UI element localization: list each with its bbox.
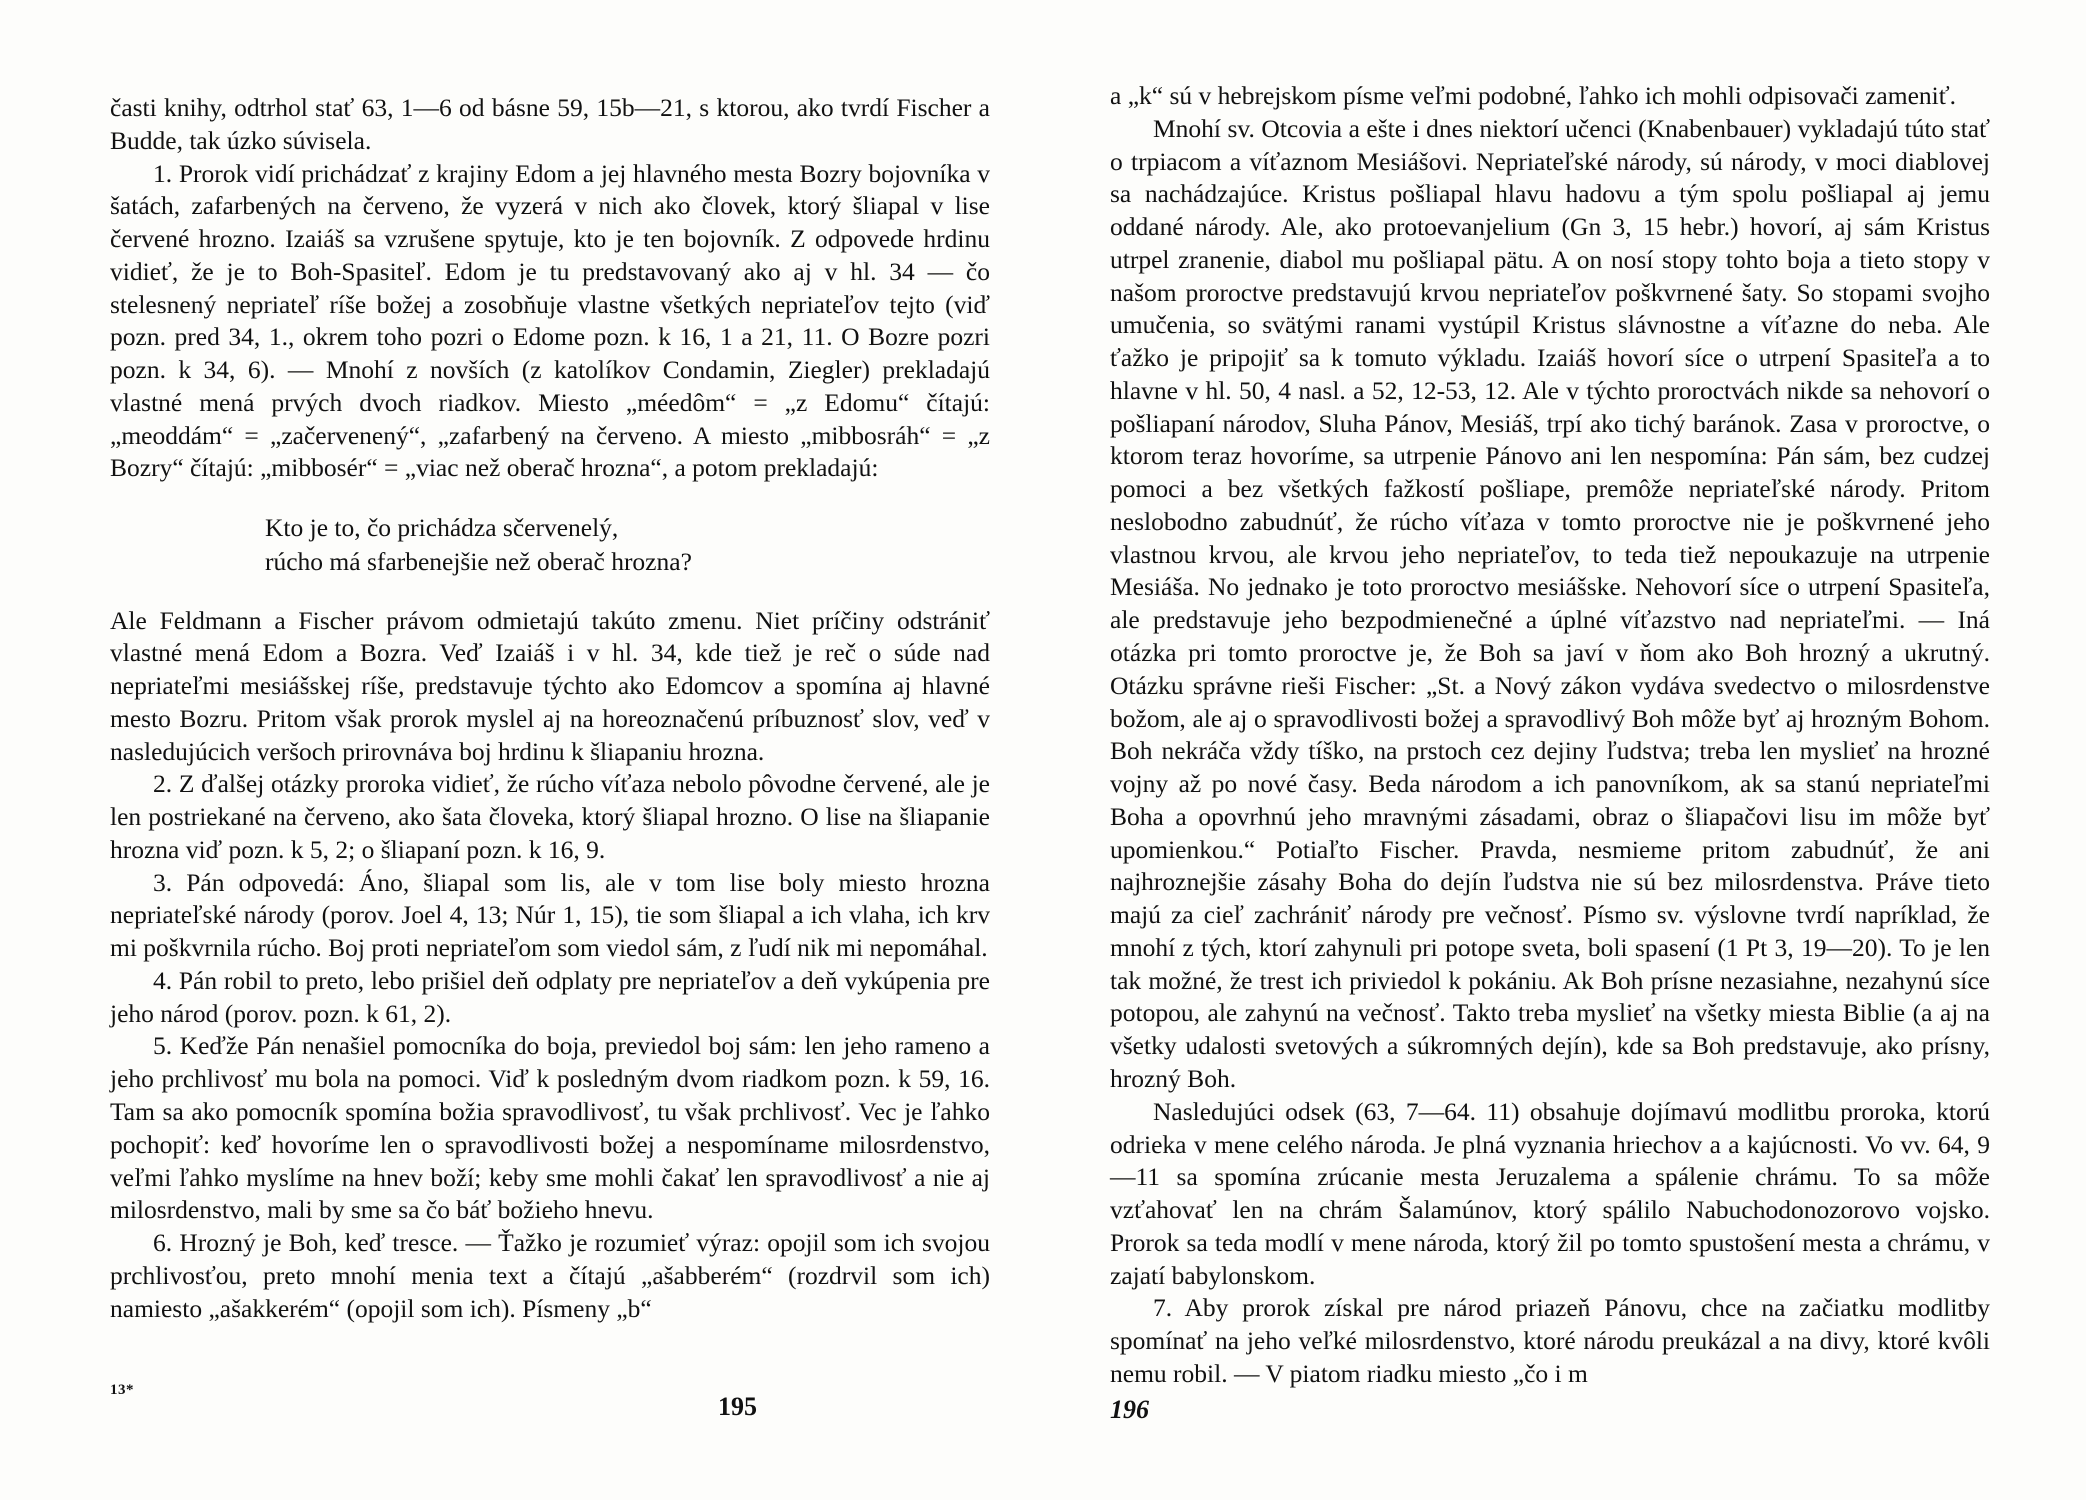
paragraph: 3. Pán odpovedá: Áno, šliapal som lis, ale v tom lise boly miesto hrozna nepriateľské národy (porov. Joel 4, 13; Núr 1, 15), tie som šliapal a ich vlaha, ich krv mi poškvrnila rúcho. Boj proti nepriateľom som viedol sám, z ľudí nik mi nepomáhal. xyxy=(110,867,990,963)
paragraph: 7. Aby prorok získal pre národ priazeň Pánovu, chce na začiatku modlitby spomínať na jeho veľké milosrdenstvo, ktoré národu preukázal a na divy, ktoré kvôli nemu robil. — V piatom riadku miesto „čo i m xyxy=(1110,1293,1990,1388)
paragraph: 1. Prorok vidí prichádzať z krajiny Edom a jej hlavného mesta Bozry bojovníka v šatách, zafarbených na červeno, že vyzerá v nich ako človek, ktorý šliapal v lise červené hrozno. Izaiáš sa vzrušene spytuje, kto je ten bojovník. Z odpovede hrdinu vidieť, že je to Boh-Spasiteľ. Edom je tu predstavovaný ako aj v hl. 34 — čo stelesnený nepriateľ ríše božej a zosobňuje vlastne všetkých nepriateľov tejto (viď pozn. pred 34, 1., okrem toho pozri o Edome pozn. k 16, 1 a 21, 11. O Bozre pozri pozn. k 34, 6). — Mnohí z novších (z katolíkov Condamin, Ziegler) prekladajú vlastné mená prvých dvoch riadkov. Miesto „méedôm“ = „z Edomu“ čítajú: „meoddám“ = „začervenený“, „zafarbený na červeno. A miesto „mibbosráh“ = „z Bozry“ čítajú: „mibbosér“ = „viac než oberač hrozna“, a potom prekladajú: xyxy=(110,158,990,483)
paragraph: 4. Pán robil to preto, lebo prišiel deň odplaty pre nepriateľov a deň vykúpenia pre jeho národ (porov. pozn. k 61, 2). xyxy=(110,965,990,1028)
paragraph: 2. Z ďalšej otázky proroka vidieť, že rúcho víťaza nebolo pôvodne červené, ale je len postriekané na červeno, ako šata človeka, ktorý šliapal hrozno. O lise na šliapanie hrozna viď pozn. k 5, 2; o šliapaní pozn. k 16, 9. xyxy=(110,769,990,864)
verse-line: Kto je to, čo prichádza sčervenelý, xyxy=(265,513,619,543)
signature-mark: 13* xyxy=(110,1382,134,1398)
page-left xyxy=(110,0,1040,1500)
page-right-text-column xyxy=(1110,80,1990,1391)
verse-block xyxy=(110,511,990,578)
page-number-right: 196 xyxy=(1110,1395,1149,1424)
verse-line: rúcho má sfarbenejšie než oberač hrozna? xyxy=(265,546,692,576)
paragraph: 5. Keďže Pán nenašiel pomocníka do boja, previedol boj sám: len jeho rameno a jeho prchlivosť mu bola na pomoci. Viď k posledným dvom riadkom pozn. k 59, 16. Tam sa ako pomocník spomína božia spravodlivosť, tu však prchlivosť. Vec je ľahko pochopiť: keď hovoríme len o spravodlivosti božej a nespomíname milosrdenstvo, veľmi ľahko myslíme na hnev boží; keby sme mohli čakať len spravodlivosť a nie aj milosrdenstvo, mali by sme sa čo báť božieho hnevu. xyxy=(110,1031,990,1225)
page-number-left: 195 xyxy=(718,1392,757,1421)
paragraph: Nasledujúci odsek (63, 7—64. 11) obsahuje dojímavú modlitbu proroka, ktorú odrieka v mene celého národa. Je plná vyznania hriechov a a kajúcnosti. Vo vv. 64, 9—11 sa spomína zrúcanie mesta Jeruzalema a spálenie chrámu. To sa môže vzťahovať len na chrám Šalamúnov, ktorý spálilo Nabuchodonozorovo vojsko. Prorok sa teda modlí v mene národa, ktorý žil po tomto spustošení mesta a chrámu, v zajatí babylonskom. xyxy=(1110,1096,1990,1290)
page-right xyxy=(1110,0,2040,1500)
paragraph: Mnohí sv. Otcovia a ešte i dnes niektorí učenci (Knabenbauer) vykladajú túto stať o trpiacom a víťaznom Mesiášovi. Nepriateľské národy, sú národy, v moci diablovej sa nachádzajúce. Kristus pošliapal hlavu hadovu a tým spolu pošliapal aj jemu oddané národy. Ale, ako protoevanjelium (Gn 3, 15 hebr.) hovorí, aj sám Kristus utrpel zranenie, diabol mu pošliapal pätu. A on nosí stopy tohto boja a tieto stopy v našom proroctve predstavujú krvou nepriateľov poškvrnené šaty. So stopami svojho umučenia, so svätými ranami vystúpil Kristus slávnostne a víťazne do neba. Ale ťažko je pripojiť sa k tomuto výkladu. Izaiáš hovorí síce o utrpení Spasiteľa a to hlavne v hl. 50, 4 nasl. a 52, 12-53, 12. Ale v týchto proroctvách nikde sa nehovorí o pošliapaní národov, Sluha Pánov, Mesiáš, trpí ako tichý baránok. Zasa v proroctve, o ktorom teraz hovoríme, sa utrpenie Pánovo ani len nespomína: Pán sám, bez cudzej pomoci a bez všetkých fažkostí pošliape, premôže nepriateľské národy. Pritom neslobodno zabudnúť, že rúcho víťaza v tomto proroctve nie je poškvrnené jeho vlastnou krvou, ale krvou jeho nepriateľov, to teda tiež nepoukazuje na utrpenie Mesiáša. No jednako je toto proroctvo mesiášske. Nehovorí síce o utrpení Spasiteľa, ale predstavuje jeho bezpodmienečné a úplné víťazstvo nad nepriateľmi. — Iná otázka pri tomto proroctve je, že Boh sa javí v ňom ako Boh hrozný a ukrutný. Otázku správne rieši Fischer: „St. a Nový zákon vydáva svedectvo o milosrdenstve božom, ale aj o spravodlivosti božej a spravodlivý Boh môže byť aj hrozným Bohom. Boh nekráča vždy tíško, na prstoch cez dejiny ľudstva; treba len myslieť na hrozné vojny až po nové časy. Beda národom a ich panovníkom, ak sa stanú nepriateľmi Boha a opovrhnú jeho mravnými zásadami, obraz o šliapačovi lisu im môže byť upomienkou.“ Potiaľto Fischer. Pravda, nesmieme pritom zabudnúť, že ani najhroznejšie zásahy Boha do dejín ľudstva nie sú bez milosrdenstva. Práve tieto majú za cieľ zachrániť národy pre večnosť. Písmo sv. výslovne tvrdí napríklad, že mnohí z tých, ktorí zahynuli pri potope sveta, boli spasení (1 Pt 3, 19—20). To je len tak možné, že trest ich priviedol k pokániu. Ak Boh prísne nezasiahne, nezahynú síce potopou, ale zahynú na večnosť. Takto treba myslieť na všetky miesta Biblie (a aj na všetky udalosti svetových a súkromných dejín), kde sa Boh predstavuje, ako prísny, hrozný Boh. xyxy=(1110,113,1990,1093)
page-left-text-column xyxy=(110,92,990,1325)
paragraph: a „k“ sú v hebrejskom písme veľmi podobné, ľahko ich mohli odpisovači zameniť. xyxy=(1110,81,1957,110)
paragraph: Ale Feldmann a Fischer právom odmietajú takúto zmenu. Niet príčiny odstrániť vlastné mená Edom a Bozra. Veď Izaiáš i v hl. 34, kde tiež je reč o súde nad nepriateľmi mesiášskej ríše, predstavuje týchto ako Edomcov a spomína aj hlavné mesto Bozru. Pritom však prorok myslel aj na horeoznačenú príbuznosť slov, veď v nasledujúcich veršoch prirovnáva boj hrdinu k šliapaniu hrozna. xyxy=(110,605,990,766)
paragraph: časti knihy, odtrhol stať 63, 1—6 od básne 59, 15b—21, s ktorou, ako tvrdí Fischer a Budde, tak úzko súvisela. xyxy=(110,93,990,155)
paragraph: 6. Hrozný je Boh, keď tresce. — Ťažko je rozumieť výraz: opojil som ich svojou prchlivosťou, preto mnohí menia text a čítajú „ašabberém“ (rozdrvil som ich) namiesto „ašakkerém“ (opojil som ich). Písmeny „b“ xyxy=(110,1228,990,1323)
